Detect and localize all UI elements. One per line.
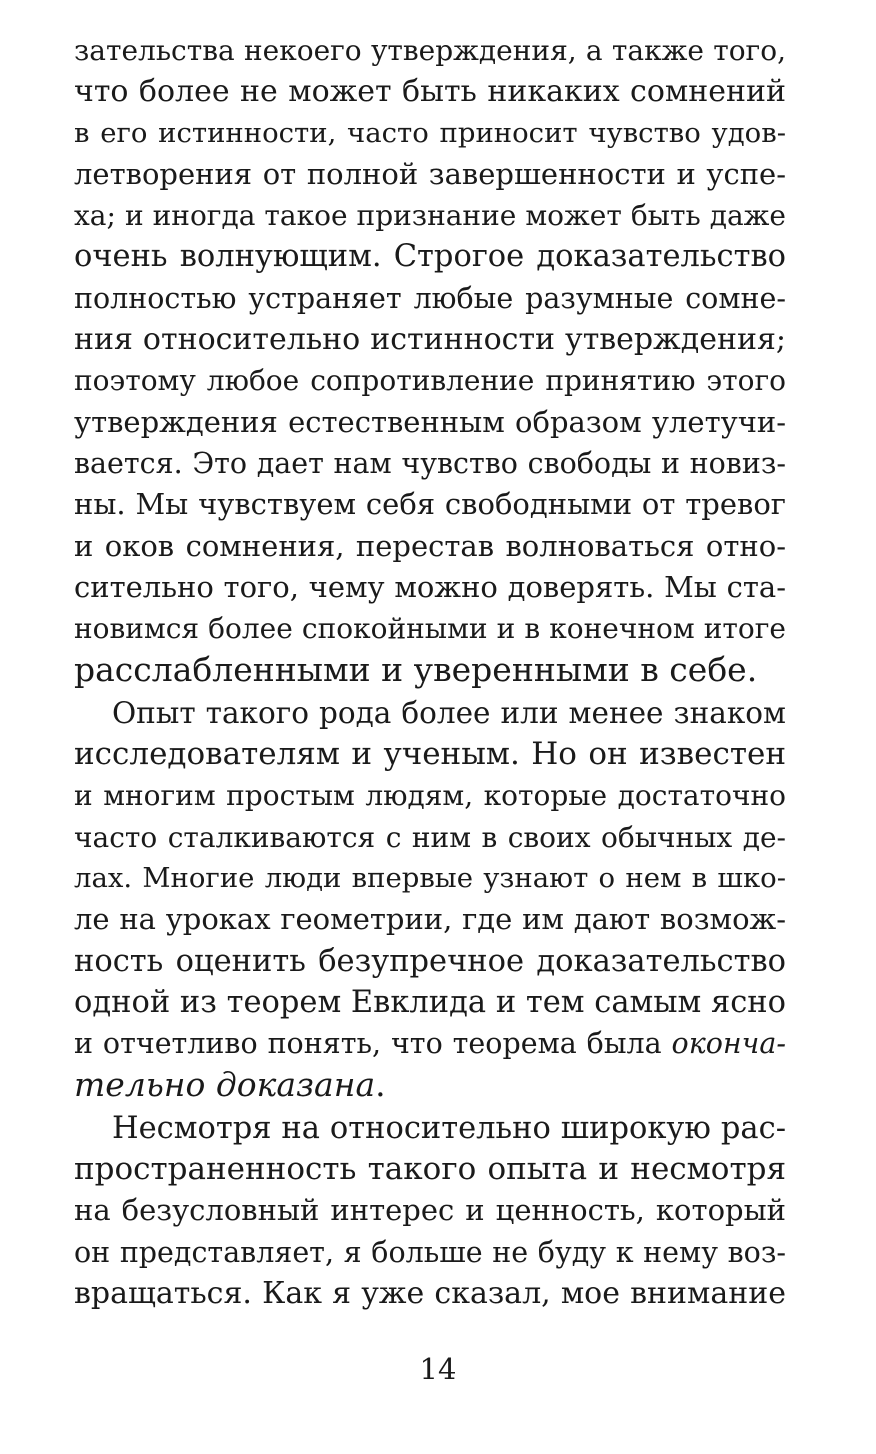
text-line: лах. Многие люди впервые узнают о нем в шко-: [74, 861, 786, 894]
text-line: новимся более спокойными и в конечном итоге: [74, 612, 786, 646]
text-line: ния относительно истинности утверждения;: [74, 322, 786, 358]
text-line: ны. Мы чувствуем себя свободными от тревог: [74, 487, 786, 522]
text-line: [74, 1023, 786, 1064]
emphasis-text: оконча-: [671, 1027, 786, 1061]
text-line: часто сталкиваются с ним в своих обычных де-: [74, 820, 786, 854]
body-text: [74, 30, 786, 1314]
text-line: пространенность такого опыта и несмотря: [74, 1151, 786, 1188]
page-number: 14: [419, 1352, 457, 1386]
text-line: исследователям и ученым. Но он известен: [74, 736, 786, 773]
paragraph-3: [74, 1108, 786, 1314]
text-line: летворения от полной завершенности и успе-: [74, 156, 786, 191]
text-line: полностью устраняет любые разумные сомне-: [74, 281, 786, 315]
text-line: и оков сомнения, перестав волноваться отно-: [74, 528, 786, 563]
text-line: очень волнующим. Строгое доказательство: [74, 239, 786, 275]
text-line: утверждения естественным образом улетучи-: [74, 404, 786, 439]
text-line: расслабленными и уверенными в себе.: [74, 650, 758, 690]
text-line: на безусловный интерес и ценность, который: [74, 1193, 786, 1228]
text-line: ность оценить безупречное доказательство: [74, 943, 786, 979]
paragraph-1: [74, 30, 786, 691]
text-line: Опыт такого рода более или менее знаком: [112, 695, 786, 730]
text-line: вращаться. Как я уже сказал, мое внимание: [74, 1275, 786, 1311]
text-line: одной из теорем Евклида и тем самым ясно: [74, 984, 786, 1020]
text-line: он представляет, я больше не буду к нему воз-: [74, 1235, 786, 1269]
text-line: вается. Это дает нам чувство свободы и новиз-: [74, 446, 786, 480]
text-line: зательства некоего утверждения, а также того,: [74, 34, 786, 67]
paragraph-2: [74, 693, 786, 1106]
emphasis-text: тельно доказана: [74, 1065, 376, 1105]
text-line: и многим простым людям, которые достаточно: [74, 779, 786, 813]
text-line: в его истинности, часто приносит чувство удов-: [74, 116, 786, 149]
line-plain-part: .: [375, 1065, 386, 1105]
text-line: поэтому любое сопротивление принятию этого: [74, 364, 786, 398]
text-line: [74, 1064, 786, 1105]
text-line: Несмотря на относительно широкую рас-: [112, 1110, 786, 1146]
text-line: что более не может быть никаких сомнений: [74, 74, 786, 110]
text-line: сительно того, чему можно доверять. Мы ста-: [74, 569, 786, 604]
text-line: ле на уроках геометрии, где им дают возмож-: [74, 902, 786, 937]
line-plain-part: и отчетливо понять, что теорема была: [74, 1027, 672, 1061]
text-line: ха; и иногда такое признание может быть даже: [74, 199, 786, 233]
